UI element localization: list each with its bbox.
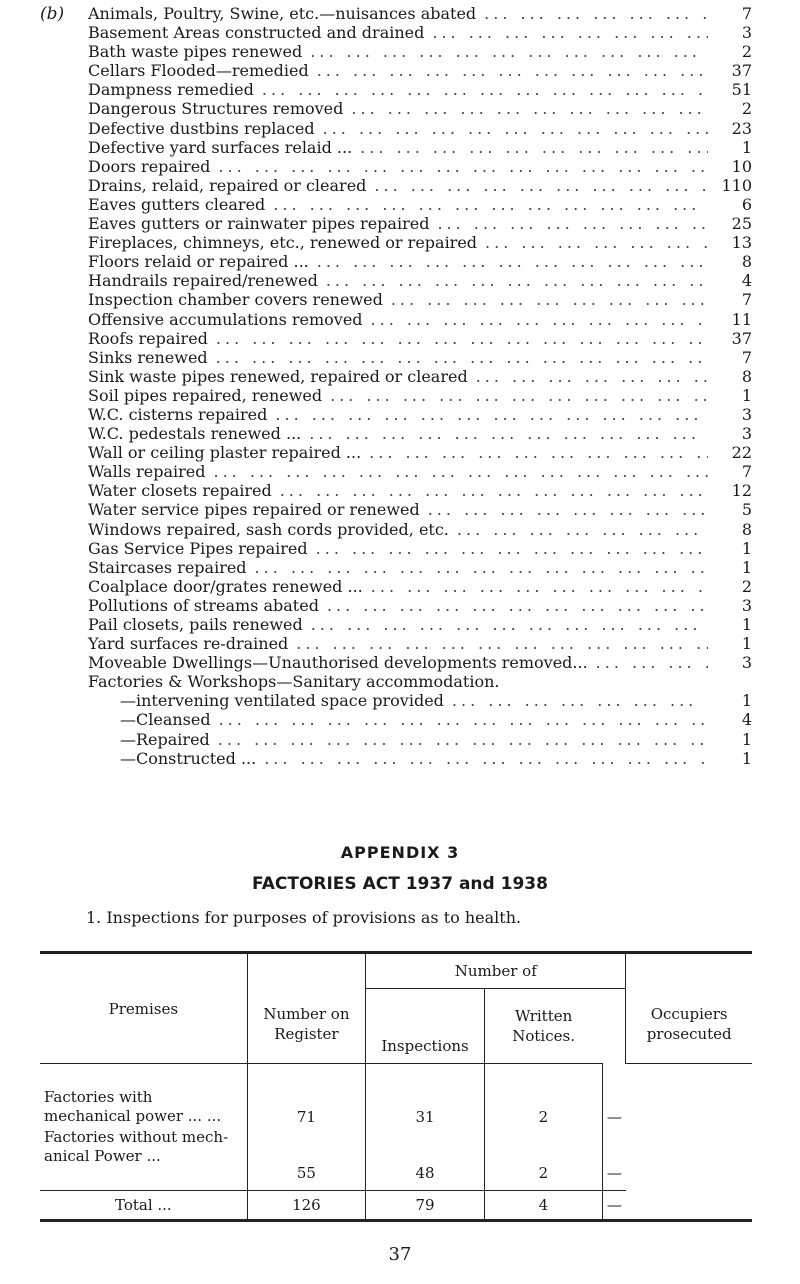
item-value: 11 <box>731 309 752 329</box>
item-label: Windows repaired, sash cords provided, etc. <box>88 519 449 539</box>
item-label: Dampness remedied <box>88 80 254 100</box>
item-label: Doors repaired <box>88 156 211 176</box>
leader-dots <box>254 80 708 99</box>
leader-dots <box>429 214 708 233</box>
item-label: Sinks renewed <box>88 347 208 367</box>
row-written: 2 <box>484 1126 602 1191</box>
item-label: —Constructed ... <box>120 748 257 768</box>
leader-dots <box>206 462 709 481</box>
leader-dots <box>319 596 708 615</box>
row-premises: Factories with mechanical power ... ... <box>44 1088 222 1125</box>
item-label: W.C. pedestals renewed ... <box>88 424 302 444</box>
list-item <box>88 23 752 42</box>
row-prosecuted: — <box>602 1126 626 1191</box>
item-value: 22 <box>731 443 752 463</box>
item-label: Pollutions of streams abated <box>88 595 319 615</box>
item-label: Basement Areas constructed and drained <box>88 23 425 43</box>
item-value: 1 <box>741 729 752 749</box>
item-label: Coalplace door/grates renewed ... <box>88 576 363 596</box>
item-value: 1 <box>741 538 752 558</box>
leader-dots <box>303 615 708 634</box>
list-item <box>88 61 752 80</box>
item-label: Offensive accumulations removed <box>88 309 363 329</box>
total-label: Total ... <box>114 1196 172 1214</box>
leader-dots <box>588 653 708 672</box>
item-value: 2 <box>741 576 752 596</box>
leader-dots <box>366 176 708 195</box>
item-value: 10 <box>731 156 752 176</box>
list-item <box>88 691 752 710</box>
list-item <box>88 176 752 195</box>
item-value: 7 <box>741 290 752 310</box>
item-value: 110 <box>721 175 752 195</box>
leader-dots <box>288 634 708 653</box>
item-value: 6 <box>741 194 752 214</box>
leader-dots <box>361 443 708 462</box>
total-written: 4 <box>484 1191 602 1221</box>
item-value: 3 <box>741 23 752 43</box>
item-label: W.C. cisterns repaired <box>88 404 268 424</box>
leader-dots <box>211 710 708 729</box>
item-value: 37 <box>731 61 752 81</box>
header-inspections: Inspections <box>366 989 485 1064</box>
page-number: 37 <box>388 1244 412 1265</box>
list-item <box>88 596 752 615</box>
item-value: 1 <box>741 137 752 157</box>
row-inspections: 31 <box>366 1064 485 1127</box>
leader-dots <box>318 271 708 290</box>
intro-text: 1. Inspections for purposes of provisions as to health. <box>86 908 522 927</box>
item-value: 25 <box>731 214 752 234</box>
list-item <box>88 577 752 596</box>
list-item <box>88 539 752 558</box>
list-item <box>88 195 752 214</box>
list-item <box>88 500 752 519</box>
item-value: 3 <box>741 653 752 673</box>
list-item <box>88 329 752 348</box>
leader-dots <box>272 481 708 500</box>
item-label: Animals, Poultry, Swine, etc.—nuisances abated <box>88 4 477 23</box>
list-item <box>88 386 752 405</box>
item-label: Yard surfaces re-drained <box>88 634 289 654</box>
item-value: 7 <box>741 4 752 23</box>
list-item <box>88 634 752 653</box>
item-label: Fireplaces, chimneys, etc., renewed or repaired <box>88 233 478 253</box>
list-item <box>88 138 752 157</box>
leader-dots <box>468 367 708 386</box>
leader-dots <box>302 42 708 61</box>
row-prosecuted: — <box>602 1064 626 1127</box>
item-label: Wall or ceiling plaster repaired ... <box>88 443 362 463</box>
header-number-of: Number of <box>366 953 626 989</box>
header-register: Number on Register <box>247 953 365 1064</box>
item-value: 1 <box>741 691 752 711</box>
leader-dots <box>352 138 708 157</box>
list-item <box>88 348 752 367</box>
item-label: —Cleansed <box>120 710 211 730</box>
item-label: Moveable Dwellings—Unauthorised developments removed... <box>88 653 588 673</box>
list-item <box>88 520 752 539</box>
leader-dots <box>256 749 708 768</box>
item-label: Walls repaired <box>88 462 206 482</box>
item-label: Bath waste pipes renewed <box>88 42 303 62</box>
item-label: —Repaired <box>120 729 210 749</box>
item-label: Defective dustbins replaced <box>88 118 315 138</box>
item-value: 3 <box>741 424 752 444</box>
nuisance-list <box>88 4 752 768</box>
act-title: FACTORIES ACT 1937 and 1938 <box>252 874 548 894</box>
item-value: 37 <box>731 328 752 348</box>
list-item <box>88 233 752 252</box>
item-label: Defective yard surfaces relaid ... <box>88 137 353 157</box>
item-label: Soil pipes repaired, renewed <box>88 385 323 405</box>
header-written: Written Notices. <box>484 989 602 1064</box>
leader-dots <box>315 119 708 138</box>
leader-dots <box>322 386 708 405</box>
item-label: Eaves gutters cleared <box>88 194 266 214</box>
list-item <box>88 481 752 500</box>
row-register: 55 <box>247 1126 365 1191</box>
item-value: 1 <box>741 385 752 405</box>
list-item <box>88 271 752 290</box>
leader-dots <box>477 233 708 252</box>
item-value: 8 <box>741 252 752 272</box>
item-value: 1 <box>741 557 752 577</box>
list-item <box>88 4 752 23</box>
list-item <box>88 99 752 118</box>
list-item <box>88 615 752 634</box>
item-value: 51 <box>731 80 752 100</box>
item-label: Sink waste pipes renewed, repaired or cleared <box>88 366 468 386</box>
header-premises: Premises <box>40 953 247 1064</box>
list-item <box>88 80 752 99</box>
item-value: 7 <box>741 462 752 482</box>
item-value: 1 <box>741 615 752 634</box>
inspections-table <box>40 951 752 1222</box>
leader-dots <box>267 405 708 424</box>
leader-dots <box>444 691 708 710</box>
item-value: 3 <box>741 404 752 424</box>
leader-dots <box>420 500 708 519</box>
item-value: 12 <box>731 481 752 501</box>
item-value: 8 <box>741 366 752 386</box>
list-item <box>88 672 752 691</box>
list-item <box>88 443 752 462</box>
total-register: 126 <box>247 1191 365 1221</box>
item-label: Handrails repaired/renewed <box>88 271 318 291</box>
list-item <box>88 424 752 443</box>
leader-dots <box>383 290 708 309</box>
item-label: Dangerous Structures removed <box>88 99 344 119</box>
item-value: 23 <box>731 118 752 138</box>
section-label: (b) <box>40 4 65 24</box>
item-label: Water closets repaired <box>88 481 272 501</box>
total-prosecuted: — <box>602 1191 626 1221</box>
leader-dots <box>343 99 708 118</box>
leader-dots <box>363 310 708 329</box>
item-value: 5 <box>741 500 752 520</box>
leader-dots <box>210 730 708 749</box>
row-inspections: 48 <box>366 1126 485 1191</box>
item-label: Roofs repaired <box>88 328 208 348</box>
item-label: Staircases repaired <box>88 557 247 577</box>
leader-dots <box>308 539 708 558</box>
item-value: 2 <box>741 42 752 62</box>
appendix-title: APPENDIX 3 <box>340 843 460 862</box>
leader-dots <box>363 577 708 596</box>
leader-dots <box>265 195 708 214</box>
item-label: Factories & Workshops—Sanitary accommodation. <box>88 672 500 692</box>
leader-dots <box>424 23 708 42</box>
list-item <box>88 558 752 577</box>
leader-dots <box>208 329 708 348</box>
item-value: 1 <box>741 634 752 654</box>
leader-dots <box>476 4 708 23</box>
list-item <box>88 730 752 749</box>
table-row <box>40 1126 752 1191</box>
leader-dots <box>210 157 708 176</box>
item-value: 7 <box>741 347 752 367</box>
total-row <box>40 1191 752 1221</box>
item-label: Water service pipes repaired or renewed <box>88 500 420 520</box>
list-item <box>88 405 752 424</box>
list-item <box>88 653 752 672</box>
item-label: Floors relaid or repaired ... <box>88 252 309 272</box>
leader-dots <box>449 520 708 539</box>
item-value: 4 <box>741 271 752 291</box>
list-item <box>88 214 752 233</box>
item-value: 8 <box>741 519 752 539</box>
item-value: 3 <box>741 595 752 615</box>
leader-dots <box>309 252 708 271</box>
list-item <box>88 710 752 729</box>
leader-dots <box>309 61 708 80</box>
row-premises: Factories without mech-anical Power ... <box>40 1126 247 1191</box>
row-written: 2 <box>484 1064 602 1127</box>
list-item <box>88 290 752 309</box>
list-item <box>88 119 752 138</box>
total-inspections: 79 <box>366 1191 485 1221</box>
item-label: Pail closets, pails renewed <box>88 615 303 634</box>
list-item <box>88 42 752 61</box>
item-label: —intervening ventilated space provided <box>120 691 444 711</box>
list-item <box>88 367 752 386</box>
item-label: Eaves gutters or rainwater pipes repaired <box>88 214 430 234</box>
leader-dots <box>208 348 708 367</box>
item-label: Gas Service Pipes repaired <box>88 538 308 558</box>
list-item <box>88 462 752 481</box>
list-item <box>88 157 752 176</box>
row-register: 71 <box>247 1064 365 1127</box>
header-prosecuted: Occupiers prosecuted <box>626 953 752 1064</box>
leader-dots <box>247 558 708 577</box>
list-item <box>88 749 752 768</box>
item-value: 4 <box>741 710 752 730</box>
list-item <box>88 310 752 329</box>
item-value: 1 <box>741 748 752 768</box>
item-label: Cellars Flooded—remedied <box>88 61 309 81</box>
item-value: 13 <box>731 233 752 253</box>
item-value: 2 <box>741 99 752 119</box>
leader-dots <box>301 424 708 443</box>
item-label: Drains, relaid, repaired or cleared <box>88 175 367 195</box>
table-row <box>40 1064 752 1127</box>
item-label: Inspection chamber covers renewed <box>88 290 383 310</box>
list-item <box>88 252 752 271</box>
